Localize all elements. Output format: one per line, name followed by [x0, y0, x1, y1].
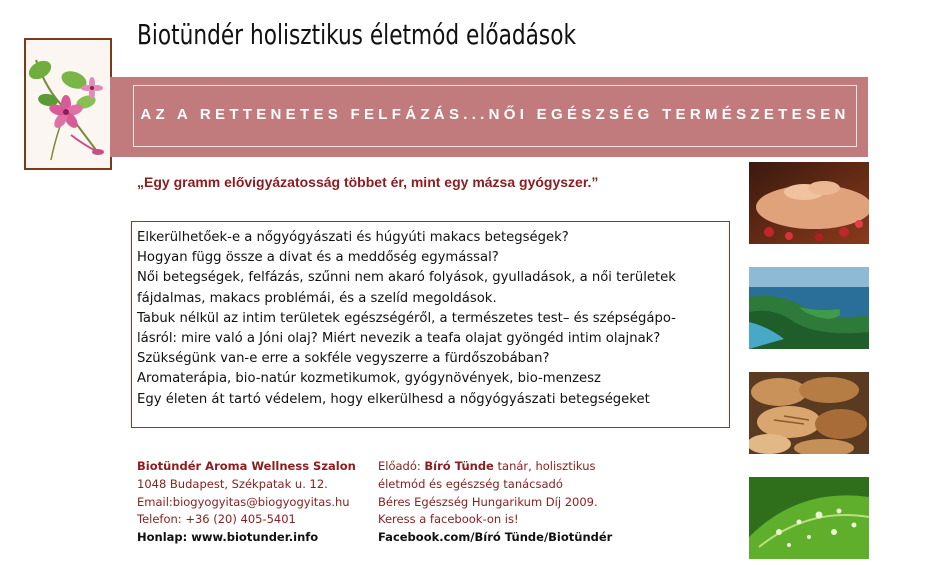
- banner-frame: [133, 85, 857, 147]
- page-title: Biotündér holisztikus életmód előadások: [137, 18, 577, 51]
- topic-line: lásról: mire való a Jóni olaj? Miért nevezik a teafa olajat gyöngéd intim olajnak?: [137, 331, 661, 347]
- massage-photo: [749, 162, 869, 244]
- presenter-role-line: életmód és egészség tanácsadó: [378, 476, 563, 491]
- topic-line: Hogyan függ össze a divat és a meddőség egymással?: [137, 250, 499, 266]
- presenter-name: Bíró Tünde: [424, 459, 494, 473]
- salon-name: Biotündér Aroma Wellness Szalon: [137, 459, 356, 473]
- topic-line: fájdalmas, makacs problémái, és a szelíd megoldások.: [137, 290, 497, 306]
- presenter-label: Előadó:: [378, 459, 425, 473]
- topic-line: Tabuk nélkül az intim területek egészségéről, a természetes test– és szépségápo-: [137, 310, 676, 326]
- banner-title: AZ A RETTENETES FELFÁZÁS...NŐI EGÉSZSÉG TERMÉSZETESEN: [140, 106, 850, 123]
- topic-line: Női betegségek, felfázás, szűnni nem akaró folyások, gyulladások, a női területek: [137, 270, 676, 286]
- topic-line: Egy életen át tartó védelem, hogy elkerülhesd a nőgyógyászati betegségeket: [137, 391, 650, 407]
- flower-image: [24, 38, 112, 170]
- topic-line: Elkerülhetőek-e a nőgyógyászati és húgyúti makacs betegségek?: [137, 230, 569, 245]
- topics-box: [131, 221, 730, 428]
- leaf-photo: [749, 477, 869, 559]
- quote: „Egy gramm elővigyázatosság többet ér, mint egy mázsa gyógyszer.”: [137, 174, 599, 190]
- bread-photo: [749, 372, 869, 454]
- facebook-invite: Keress a facebook-on is!: [378, 512, 519, 527]
- presenter-line: [378, 458, 612, 476]
- presenter-award: Béres Egészség Hungarikum Díj 2009.: [378, 494, 598, 509]
- address: 1048 Budapest, Székpatak u. 12.: [137, 476, 328, 491]
- email-link[interactable]: Email:biogyogyitas@biogyogyitas.hu: [137, 494, 350, 509]
- coast-photo: [749, 267, 869, 349]
- facebook-link[interactable]: Facebook.com/Bíró Tünde/Biotündér: [378, 530, 613, 545]
- website-link[interactable]: Honlap: www.biotunder.info: [137, 530, 319, 545]
- phone: Telefon: +36 (20) 405-5401: [137, 512, 296, 527]
- topic-line: Aromaterápia, bio-natúr kozmetikumok, gyógynövények, bio-menzesz: [137, 371, 601, 387]
- topic-line: Szükségünk van-e erre a sokféle vegyszerre a fürdőszobában?: [137, 351, 550, 367]
- contact-block: [137, 458, 356, 547]
- presenter-block: [378, 458, 612, 547]
- presenter-role: tanár, holisztikus: [493, 459, 596, 473]
- topics-list: [137, 228, 676, 410]
- header-banner: [110, 77, 868, 157]
